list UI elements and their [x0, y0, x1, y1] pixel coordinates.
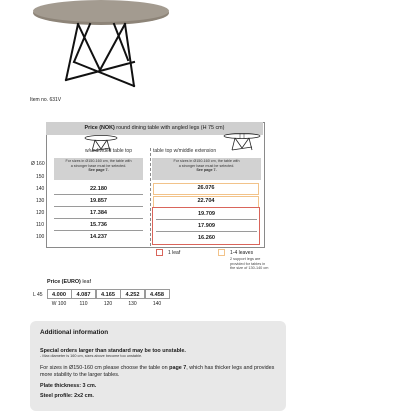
note-left-line1: For sizes in Ø150-160 cm, the table with [65, 159, 132, 163]
one-leaf-label: 1 leaf [168, 250, 181, 256]
diameter-label-140: 140 [36, 186, 45, 192]
euro-price-row [47, 289, 170, 299]
one-leaf-swatch [156, 249, 163, 256]
width-value: 100 [57, 301, 67, 307]
col-left-header: w/undivided table top [85, 148, 132, 154]
euro-price-cell: 4.165 [96, 289, 121, 299]
width-cell: 120 [103, 301, 113, 307]
width-cell: 130 [128, 301, 137, 307]
nok-price-title-bold: Price (NOK) [84, 125, 115, 131]
diameter-prefix: Ø [31, 161, 35, 167]
price-cell: 22.180 [54, 183, 143, 195]
price-cell-1-4-leaves: 26.076 [153, 183, 259, 195]
note-left-line2: a stronger base must be selected. [70, 163, 127, 168]
euro-price-cell: 4.000 [47, 289, 72, 299]
one-to-four-swatch [218, 249, 225, 256]
note-line-3: the size of 130-140 cm [230, 266, 269, 271]
price-cell-1-leaf: 17.909 [156, 221, 257, 232]
price-cell: 15.736 [54, 219, 143, 231]
note-right [152, 158, 261, 180]
diameter-label-100: 100 [36, 234, 45, 240]
note-right-line3 [152, 168, 261, 173]
euro-price-title [47, 279, 91, 285]
nok-price-title-rest: round dining table with angled legs (H 75 cm) [114, 125, 225, 131]
price-cell: 19.857 [54, 195, 143, 207]
note-right-see-page: See page 7. [196, 168, 217, 173]
steel-profile: Steel profile: 2x2 cm. [40, 393, 94, 399]
extension-table-icon [222, 133, 262, 158]
euro-price-cell: 4.252 [120, 289, 145, 299]
info-title: Additional information [40, 329, 109, 336]
sizes-text-2: , which has thicker legs and provides more stability to the larger tables. [40, 365, 275, 378]
euro-title-rest: leaf [80, 279, 92, 285]
width-row [47, 301, 170, 307]
width-cell: 110 [79, 301, 88, 307]
width-cell: 140 [152, 301, 162, 307]
euro-price-cell: 4.458 [145, 289, 170, 299]
item-number: Item no. 631V [30, 97, 62, 103]
note-left-see-page: See page 7. [88, 168, 109, 173]
note-right-line1: For sizes in Ø150-160 cm, the table with [173, 159, 240, 163]
sizes-note [40, 365, 276, 379]
price-cell: 17.384 [54, 207, 143, 219]
one-to-four-label: 1-4 leaves [230, 250, 254, 256]
euro-title-bold: Price (EURO) [47, 279, 81, 285]
diameter-label-150: 150 [36, 174, 45, 180]
left-values-column [54, 183, 143, 243]
diameter-label-130: 130 [36, 198, 45, 204]
special-orders: Special orders larger than standard may be too unstable. [40, 348, 186, 354]
column-divider [150, 148, 151, 246]
undivided-table-icon [83, 135, 119, 158]
length-label: L 45 [33, 292, 43, 298]
plate-thickness: Plate thickness: 3 cm. [40, 383, 97, 389]
diameter-value: 160 [36, 161, 45, 167]
note-left [54, 158, 143, 180]
diameter-label-160 [31, 161, 45, 167]
price-cell: 14.237 [89, 234, 108, 240]
note-line-2: provided for tables in [230, 261, 266, 266]
additional-info-panel [30, 321, 286, 411]
width-prefix: W [51, 301, 57, 307]
diameter-label-110: 110 [36, 222, 44, 228]
price-cell-1-leaf: 16.260 [197, 235, 216, 241]
width-cell [47, 301, 72, 307]
price-cell-1-leaf: 19.709 [156, 209, 257, 220]
sizes-page: page 7 [169, 365, 187, 371]
note-line-1: 2 support legs are [230, 257, 261, 261]
euro-price-cell: 4.087 [71, 289, 96, 299]
col-right-header: table top w/middle extension [153, 148, 217, 154]
diameter-label-120: 120 [36, 210, 45, 216]
table-product-image [30, 0, 172, 92]
max-diameter-note: - Max diameter is 160 cm, sizes above become too unstable. [40, 354, 143, 358]
note-right-line2: a stronger base must be selected. [178, 163, 235, 168]
one-to-four-note [230, 257, 268, 271]
note-left-line3 [54, 168, 143, 173]
sizes-text-1: For sizes in Ø150-160 cm please choose the table on [40, 365, 170, 371]
price-cell-1-4-leaves: 22.704 [153, 196, 259, 208]
